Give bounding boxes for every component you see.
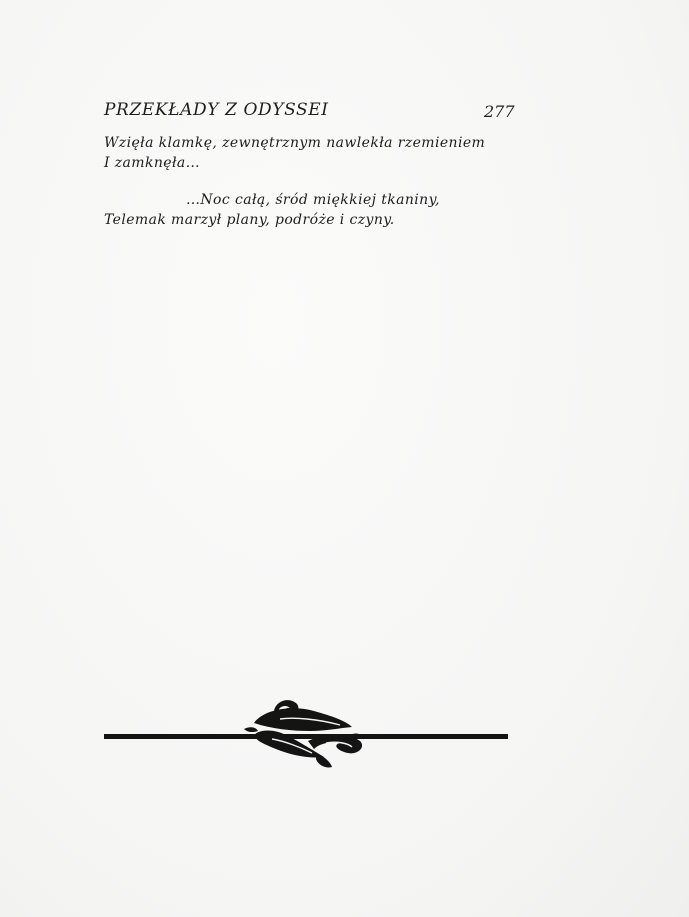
running-title: PRZEKŁADY Z ODYSSEI — [104, 100, 329, 120]
verse-line: …Noc całą, śród miękkiej tkaniny, — [186, 192, 440, 208]
tailpiece-ornament-icon — [104, 695, 508, 770]
page-number: 277 — [484, 102, 515, 121]
verse-line: I zamknęła… — [104, 155, 201, 171]
verse-line: Telemak marzył plany, podróże i czyny. — [104, 212, 395, 228]
verse-line: Wzięła klamkę, zewnętrznym nawlekła rzemieniem — [104, 135, 486, 151]
